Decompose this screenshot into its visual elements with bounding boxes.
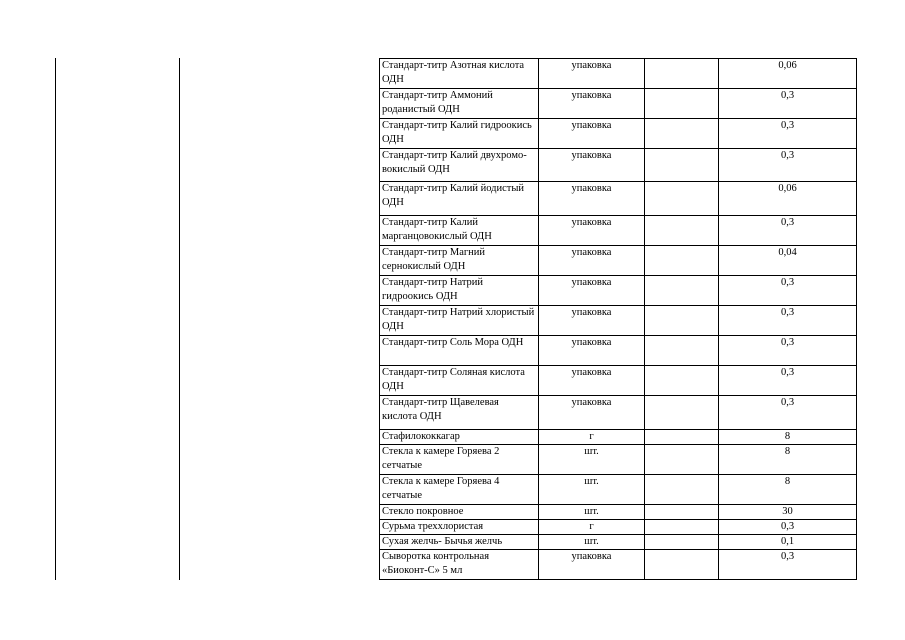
table-row <box>380 430 857 445</box>
item-unit: упаковка <box>539 550 645 580</box>
item-unit: г <box>539 430 645 445</box>
reagents-table <box>379 58 857 580</box>
item-quantity: 0,3 <box>719 216 857 246</box>
item-unit: упаковка <box>539 336 645 366</box>
empty-cell <box>645 216 719 246</box>
left-column-border <box>55 58 56 580</box>
item-name: Стандарт-титр Калий йодистый ОДН <box>380 182 539 216</box>
empty-cell <box>645 149 719 182</box>
item-name: Сухая желчь- Бычья желчь <box>380 535 539 550</box>
table-row <box>380 520 857 535</box>
item-name: Стекла к камере Горяева 2 сетчатые <box>380 445 539 475</box>
item-unit: упаковка <box>539 396 645 430</box>
empty-cell <box>645 59 719 89</box>
item-unit: упаковка <box>539 306 645 336</box>
empty-cell <box>645 505 719 520</box>
item-name: Стандарт-титр Соль Мора ОДН <box>380 336 539 366</box>
item-name: Стандарт-титр Щавелевая кислота ОДН <box>380 396 539 430</box>
item-name: Стекла к камере Горяева 4 сетчатые <box>380 475 539 505</box>
item-name: Стандарт-титр Азотная кислота ОДН <box>380 59 539 89</box>
empty-cell <box>645 89 719 119</box>
item-name: Стандарт-титр Аммоний роданистый ОДН <box>380 89 539 119</box>
item-quantity: 0,06 <box>719 182 857 216</box>
item-quantity: 0,3 <box>719 396 857 430</box>
item-quantity: 0,3 <box>719 306 857 336</box>
item-unit: шт. <box>539 505 645 520</box>
empty-cell <box>645 520 719 535</box>
item-unit: упаковка <box>539 246 645 276</box>
empty-cell <box>645 182 719 216</box>
empty-cell <box>645 430 719 445</box>
item-unit: упаковка <box>539 89 645 119</box>
item-unit: шт. <box>539 535 645 550</box>
empty-cell <box>645 396 719 430</box>
item-name: Сурьма треххлористая <box>380 520 539 535</box>
empty-cell <box>645 550 719 580</box>
item-unit: упаковка <box>539 149 645 182</box>
item-unit: упаковка <box>539 119 645 149</box>
table-row <box>380 59 857 89</box>
second-column-border <box>179 58 180 580</box>
table-row <box>380 119 857 149</box>
item-unit: г <box>539 520 645 535</box>
item-unit: упаковка <box>539 59 645 89</box>
item-quantity: 0,3 <box>719 550 857 580</box>
empty-cell <box>645 366 719 396</box>
item-name: Сыворотка контрольная «Биоконт-С» 5 мл <box>380 550 539 580</box>
empty-cell <box>645 246 719 276</box>
item-quantity: 0,1 <box>719 535 857 550</box>
table-row <box>380 216 857 246</box>
table-row <box>380 149 857 182</box>
table-row <box>380 535 857 550</box>
item-name: Стафилококкагар <box>380 430 539 445</box>
item-unit: шт. <box>539 445 645 475</box>
empty-cell <box>645 276 719 306</box>
item-unit: упаковка <box>539 276 645 306</box>
item-name: Стандарт-титр Натрий гидроокись ОДН <box>380 276 539 306</box>
table-row <box>380 276 857 306</box>
item-quantity: 0,3 <box>719 149 857 182</box>
table-row <box>380 550 857 580</box>
item-quantity: 0,3 <box>719 520 857 535</box>
item-quantity: 0,3 <box>719 119 857 149</box>
item-quantity: 0,3 <box>719 336 857 366</box>
empty-cell <box>645 336 719 366</box>
table-row <box>380 396 857 430</box>
table-row <box>380 246 857 276</box>
table-row <box>380 306 857 336</box>
item-name: Стандарт-титр Калий марганцовокислый ОДН <box>380 216 539 246</box>
empty-cell <box>645 475 719 505</box>
item-unit: упаковка <box>539 182 645 216</box>
item-name: Стандарт-титр Магний сернокислый ОДН <box>380 246 539 276</box>
table-row <box>380 445 857 475</box>
item-unit: упаковка <box>539 216 645 246</box>
item-name: Стандарт-титр Натрий хлористый ОДН <box>380 306 539 336</box>
table-row <box>380 475 857 505</box>
table-row <box>380 89 857 119</box>
item-name: Стекло покровное <box>380 505 539 520</box>
item-quantity: 0,3 <box>719 276 857 306</box>
item-quantity: 0,3 <box>719 366 857 396</box>
empty-cell <box>645 535 719 550</box>
table-row <box>380 366 857 396</box>
item-name: Стандарт-титр Калий двухромо-вокислый ОДН <box>380 149 539 182</box>
empty-cell <box>645 119 719 149</box>
item-quantity: 8 <box>719 445 857 475</box>
empty-cell <box>645 306 719 336</box>
table-row <box>380 505 857 520</box>
item-unit: упаковка <box>539 366 645 396</box>
item-unit: шт. <box>539 475 645 505</box>
table-row <box>380 182 857 216</box>
empty-cell <box>645 445 719 475</box>
item-quantity: 0,04 <box>719 246 857 276</box>
item-quantity: 30 <box>719 505 857 520</box>
item-quantity: 0,3 <box>719 89 857 119</box>
table-row <box>380 336 857 366</box>
item-quantity: 8 <box>719 475 857 505</box>
item-name: Стандарт-титр Калий гидроокись ОДН <box>380 119 539 149</box>
item-name: Стандарт-титр Соляная кислота ОДН <box>380 366 539 396</box>
item-quantity: 0,06 <box>719 59 857 89</box>
item-quantity: 8 <box>719 430 857 445</box>
